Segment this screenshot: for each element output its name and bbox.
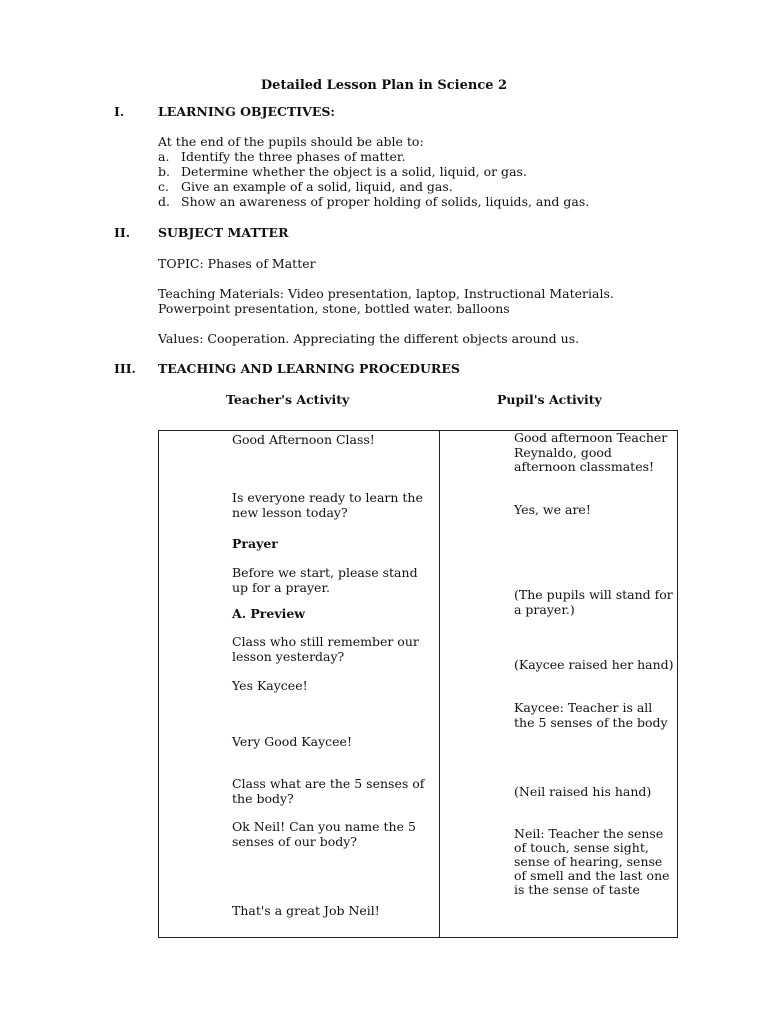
objective-letter: d. — [158, 194, 170, 209]
objective-item — [158, 164, 527, 179]
table-column-divider — [439, 430, 440, 938]
section-2-heading: SUBJECT MATTER — [158, 225, 289, 240]
section-2-number: II. — [114, 225, 131, 240]
section-3-heading: TEACHING AND LEARNING PROCEDURES — [158, 361, 460, 376]
pupil-line: Yes, we are! — [514, 502, 591, 517]
objective-text: Determine whether the object is a solid, liquid, or gas. — [181, 164, 527, 179]
teacher-line: A. Preview — [232, 606, 306, 621]
objective-item — [158, 149, 406, 164]
teacher-line: Very Good Kaycee! — [232, 734, 352, 749]
objective-text: Give an example of a solid, liquid, and gas. — [181, 179, 453, 194]
teacher-line: Is everyone ready to learn the new lesson today? — [232, 490, 423, 520]
teacher-line: Good Afternoon Class! — [232, 432, 375, 447]
section-1-number: I. — [114, 104, 125, 119]
objective-item — [158, 194, 589, 209]
pupil-line: Neil: Teacher the sense of touch, sense sight, sense of hearing, sense of smell and the last one is the sense of taste — [514, 826, 670, 897]
section-1-heading: LEARNING OBJECTIVES: — [158, 104, 335, 119]
objective-letter: a. — [158, 149, 170, 164]
teacher-line: Before we start, please stand up for a prayer. — [232, 565, 418, 595]
objective-letter: b. — [158, 164, 170, 179]
materials-line-1: Teaching Materials: Video presentation, laptop, Instructional Materials. — [158, 286, 614, 301]
section-3-number: III. — [114, 361, 136, 376]
objective-text: Identify the three phases of matter. — [181, 149, 406, 164]
pupil-line: (Neil raised his hand) — [514, 784, 652, 799]
topic-text: TOPIC: Phases of Matter — [158, 256, 316, 271]
objectives-intro: At the end of the pupils should be able to: — [158, 134, 424, 149]
pupil-line: Kaycee: Teacher is all the 5 senses of the body — [514, 700, 668, 730]
teacher-activity-header: Teacher's Activity — [226, 392, 350, 407]
teacher-line: Class who still remember our lesson yesterday? — [232, 634, 419, 664]
pupil-line: (The pupils will stand for a prayer.) — [514, 587, 673, 617]
teacher-line: Class what are the 5 senses of the body? — [232, 776, 425, 806]
pupil-line: Good afternoon Teacher Reynaldo, good afternoon classmates! — [514, 430, 668, 474]
teacher-line: Ok Neil! Can you name the 5 senses of our body? — [232, 819, 416, 849]
pupil-activity-header: Pupil's Activity — [497, 392, 602, 407]
objective-letter: c. — [158, 179, 169, 194]
pupil-line: (Kaycee raised her hand) — [514, 657, 674, 672]
materials-line-2: Powerpoint presentation, stone, bottled water. balloons — [158, 301, 510, 316]
values-text: Values: Cooperation. Appreciating the different objects around us. — [158, 331, 580, 346]
objective-text: Show an awareness of proper holding of solids, liquids, and gas. — [181, 194, 590, 209]
document-title: Detailed Lesson Plan in Science 2 — [260, 78, 508, 93]
teacher-line: Prayer — [232, 536, 278, 551]
objective-item — [158, 179, 453, 194]
teacher-line: That's a great Job Neil! — [232, 903, 380, 918]
teacher-line: Yes Kaycee! — [232, 678, 308, 693]
